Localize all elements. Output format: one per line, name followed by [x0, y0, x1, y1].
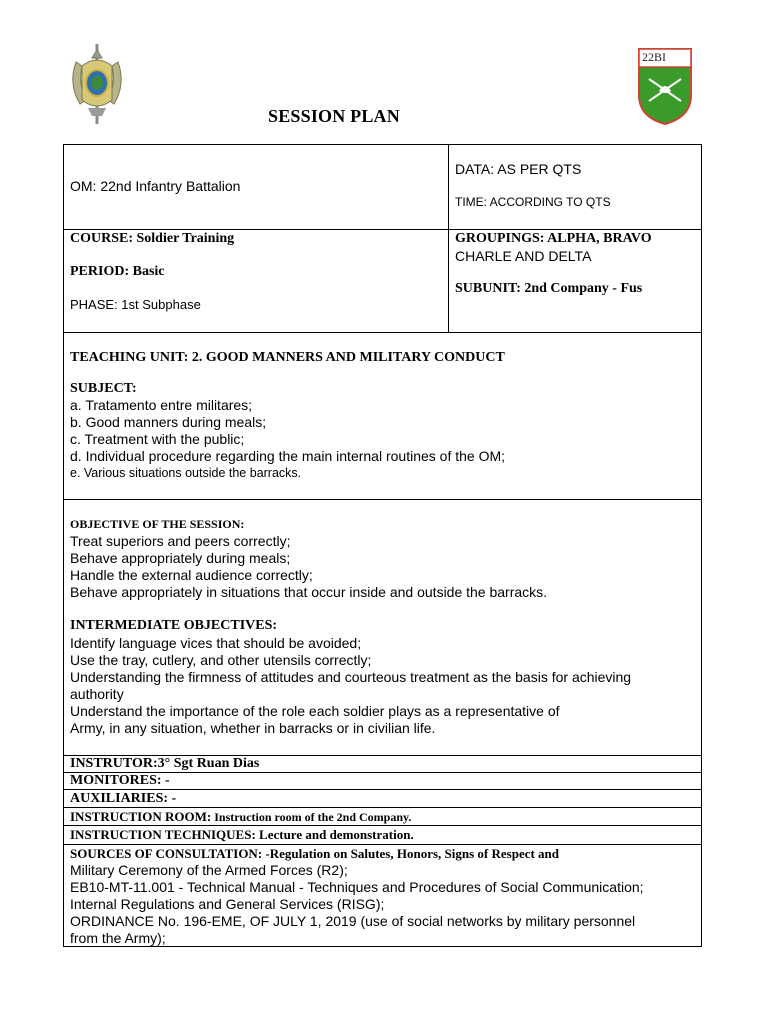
date-text: DATA: AS PER QTS	[455, 161, 582, 177]
sources-list	[70, 862, 644, 947]
room-label: INSTRUCTION ROOM:	[70, 809, 212, 824]
date-cell	[448, 144, 702, 230]
list-item: Army, in any situation, whether in barracks or in civilian life.	[70, 720, 436, 736]
groupings-cell	[448, 229, 702, 333]
room-value: Instruction room of the 2nd Company.	[211, 810, 412, 824]
om-text: OM: 22nd Infantry Battalion	[70, 178, 241, 194]
course-text: COURSE: Soldier Training	[70, 231, 235, 246]
subject-list	[70, 397, 505, 482]
techniques-label: INSTRUCTION TECHNIQUES:	[70, 827, 256, 842]
objective-list	[70, 533, 547, 601]
auxiliaries-row	[63, 789, 702, 808]
intermediate-label: INTERMEDIATE OBJECTIVES:	[70, 618, 278, 633]
list-item: authority	[70, 686, 124, 702]
list-item: a. Tratamento entre militares;	[70, 397, 253, 413]
list-item: Understand the importance of the role each soldier plays as a representative of	[70, 703, 560, 719]
army-emblem-icon	[66, 42, 128, 126]
teaching-unit-section	[63, 332, 702, 500]
groupings-line2: CHARLE AND DELTA	[455, 248, 592, 264]
groupings-line1: GROUPINGS: ALPHA, BRAVO	[455, 231, 652, 246]
list-item: Treat superiors and peers correctly;	[70, 533, 291, 549]
list-item: Understanding the firmness of attitudes and courteous treatment as the basis for achieving	[70, 669, 632, 685]
list-item: b. Good manners during meals;	[70, 414, 267, 430]
list-item: Identify language vices that should be avoided;	[70, 635, 362, 651]
techniques-value: Lecture and demonstration.	[255, 827, 414, 842]
subunit-text: SUBUNIT: 2nd Company - Fus	[455, 281, 643, 296]
intermediate-list	[70, 635, 631, 737]
list-item: c. Treatment with the public;	[70, 431, 245, 447]
monitors-row	[63, 772, 702, 790]
battalion-shield-icon	[637, 47, 693, 125]
list-item: Handle the external audience correctly;	[70, 567, 313, 583]
room-line	[70, 809, 411, 825]
room-row	[63, 807, 702, 826]
list-item: Use the tray, cutlery, and other utensils correctly;	[70, 652, 372, 668]
teaching-unit-title: TEACHING UNIT: 2. GOOD MANNERS AND MILITARY CONDUCT	[70, 350, 505, 365]
sources-row	[63, 844, 702, 947]
instructor-text: INSTRUTOR:3° Sgt Ruan Dias	[70, 756, 260, 771]
shield-label: 22BI	[642, 50, 666, 64]
objective-section	[63, 499, 702, 756]
time-text: TIME: ACCORDING TO QTS	[455, 195, 611, 209]
list-item: Internal Regulations and General Services (RISG);	[70, 896, 385, 912]
list-item: Behave appropriately in situations that occur inside and outside the barracks.	[70, 584, 548, 600]
om-cell	[63, 144, 449, 230]
objective-label: OBJECTIVE OF THE SESSION:	[70, 517, 245, 531]
instructor-row	[63, 755, 702, 773]
auxiliaries-text: AUXILIARIES: -	[70, 791, 177, 806]
techniques-row	[63, 825, 702, 845]
list-item: EB10-MT-11.001 - Technical Manual - Techniques and Procedures of Social Communication;	[70, 879, 644, 895]
phase-text: PHASE: 1st Subphase	[70, 297, 201, 312]
techniques-line	[70, 827, 414, 843]
list-item: ORDINANCE No. 196-EME, OF JULY 1, 2019 (use of social networks by military personnel	[70, 913, 636, 929]
list-item: e. Various situations outside the barracks.	[70, 466, 302, 480]
period-text: PERIOD: Basic	[70, 264, 165, 279]
course-cell	[63, 229, 449, 333]
list-item: Behave appropriately during meals;	[70, 550, 291, 566]
list-item: d. Individual procedure regarding the main internal routines of the OM;	[70, 448, 506, 464]
page-title: SESSION PLAN	[268, 106, 400, 126]
subject-label: SUBJECT:	[70, 381, 137, 396]
sources-label: SOURCES OF CONSULTATION: -Regulation on Salutes, Honors, Signs of Respect and	[70, 846, 560, 861]
list-item: from the Army);	[70, 930, 166, 946]
list-item: Military Ceremony of the Armed Forces (R2);	[70, 862, 348, 878]
monitors-text: MONITORES: -	[70, 773, 170, 788]
